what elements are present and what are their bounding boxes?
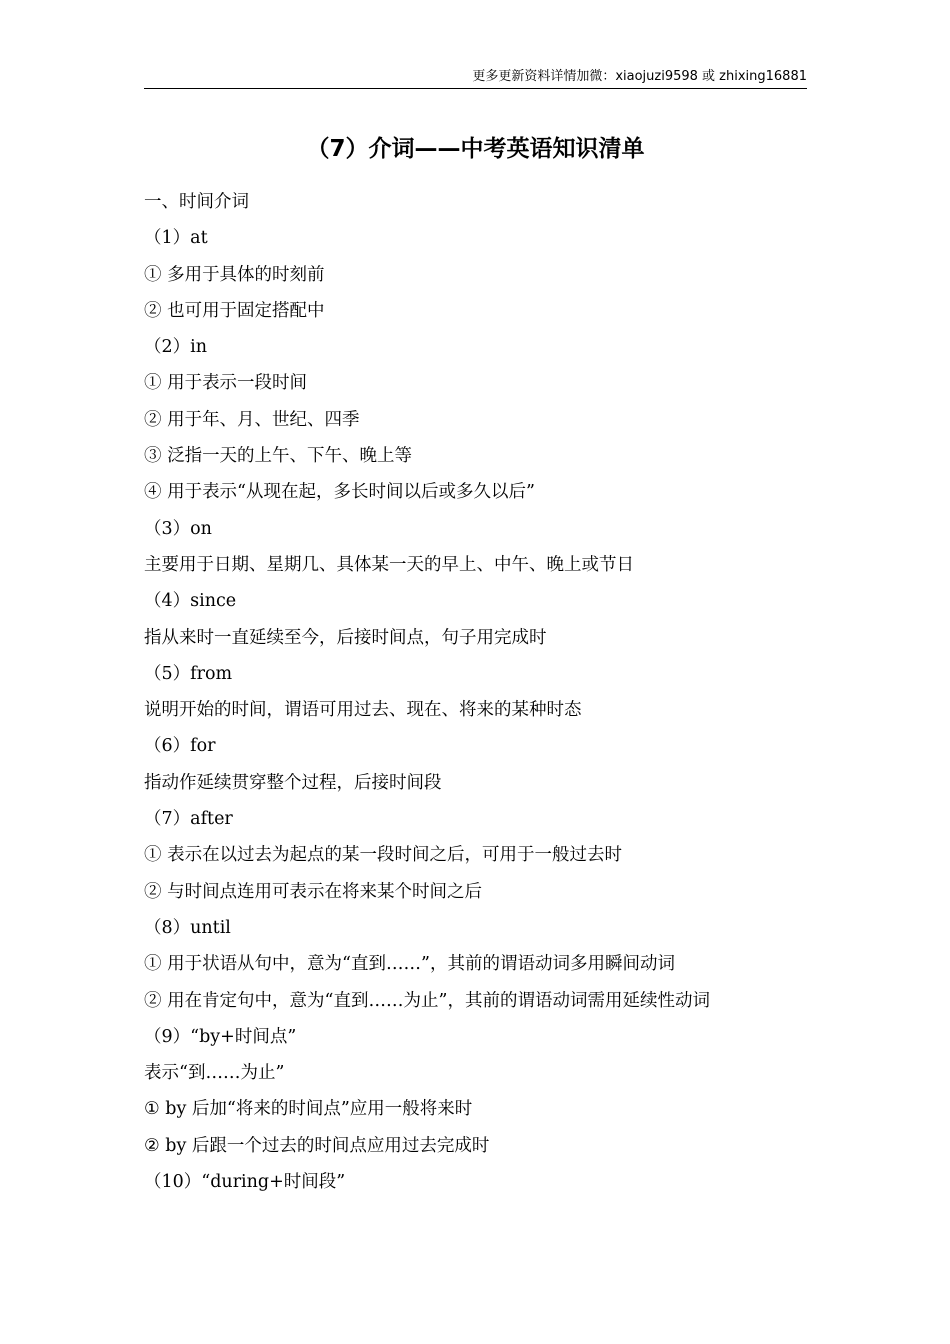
text-line: 表示“到……为止” [144, 1063, 285, 1084]
item-heading-in: （2）in [144, 337, 208, 358]
item-heading-after: （7）after [144, 809, 233, 830]
text-line: ② 用在肯定句中，意为“直到……为止”，其前的谓语动词需用延续性动词 [144, 990, 710, 1011]
text-line: 指从来时一直延续至今，后接时间点，句子用完成时 [144, 627, 547, 648]
text-line: 主要用于日期、星期几、具体某一天的早上、中午、晚上或节日 [144, 554, 634, 575]
document-title: （7）介词——中考英语知识清单 [306, 136, 645, 162]
text-line: ② 与时间点连用可表示在将来某个时间之后 [144, 881, 483, 902]
text-line: 说明开始的时间，谓语可用过去、现在、将来的某种时态 [144, 700, 582, 721]
item-heading-at: （1）at [144, 228, 208, 249]
item-heading-since: （4）since [144, 591, 237, 612]
section-heading: 一、时间介词 [144, 192, 249, 212]
header-contact-text: 更多更新资料详情加微：xiaojuzi9598 或 zhixing16881 [472, 69, 807, 84]
text-line: ② by 后跟一个过去的时间点应用过去完成时 [144, 1135, 490, 1156]
page-header [144, 68, 807, 89]
item-heading-on: （3）on [144, 518, 212, 539]
text-line: ② 也可用于固定搭配中 [144, 300, 325, 321]
text-line: ① 表示在以过去为起点的某一段时间之后，可用于一般过去时 [144, 845, 623, 866]
item-heading-by: （9）“by+时间点” [144, 1026, 297, 1047]
text-line: ① 用于状语从句中，意为“直到……”，其前的谓语动词多用瞬间动词 [144, 954, 675, 975]
text-line: ① 多用于具体的时刻前 [144, 264, 325, 285]
text-line: ④ 用于表示“从现在起，多长时间以后或多久以后” [144, 482, 535, 503]
text-line: ① by 后加“将来的时间点”应用一般将来时 [144, 1099, 473, 1120]
text-line: ③ 泛指一天的上午、下午、晚上等 [144, 446, 413, 467]
text-line: ② 用于年、月、世纪、四季 [144, 409, 360, 430]
item-heading-for: （6）for [144, 736, 216, 757]
document-body [144, 184, 824, 1200]
item-heading-until: （8）until [144, 917, 231, 938]
item-heading-during: （10）“during+时间段” [144, 1172, 346, 1193]
item-heading-from: （5）from [144, 663, 233, 684]
text-line: ① 用于表示一段时间 [144, 373, 308, 394]
text-line: 指动作延续贯穿整个过程，后接时间段 [144, 772, 442, 793]
